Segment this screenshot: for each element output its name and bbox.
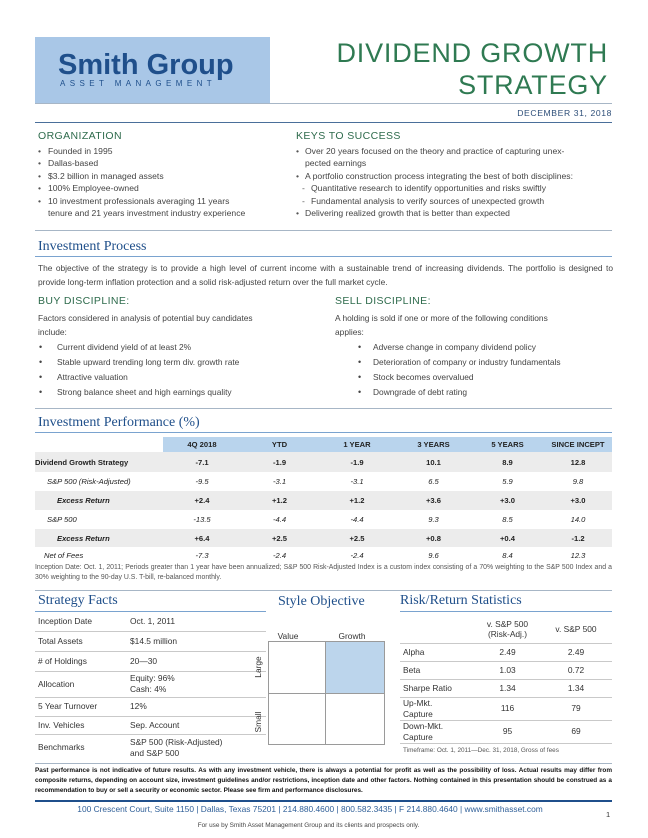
performance-value: -13.5 [193, 515, 211, 524]
performance-column-header: 5 YEARS [471, 437, 544, 452]
document-title-line-2: STRATEGY [458, 70, 608, 100]
logo-name: Smith Group [58, 49, 234, 81]
investment-process-heading: Investment Process [38, 239, 147, 254]
performance-column-header: 1 YEAR [318, 437, 396, 452]
organization-item: • $3.2 billion in managed assets [38, 170, 288, 182]
risk-label: Sharpe Ratio [400, 679, 475, 697]
facts-label: Inception Date [35, 613, 130, 631]
performance-value: +0.8 [396, 529, 471, 547]
style-box-small-value [268, 693, 326, 745]
performance-value: +2.4 [163, 491, 241, 510]
performance-value: 9.3 [428, 515, 439, 524]
buy-discipline-item: • Attractive valuation [38, 370, 308, 385]
performance-row-benchmark [35, 510, 612, 529]
performance-value: -3.1 [272, 477, 287, 486]
risk-value: 1.03 [475, 661, 540, 679]
facts-row [35, 613, 266, 631]
performance-value: +3.6 [396, 491, 471, 510]
footer-divider [35, 800, 612, 802]
facts-label: # of Holdings [35, 651, 130, 671]
risk-value: 95 [475, 720, 540, 743]
keys-list [296, 145, 612, 219]
organization-item: • 10 investment professionals averaging 11 years tenure and 21 years investment industry experience [38, 195, 288, 220]
risk-value: 2.49 [475, 643, 540, 661]
risk-value: 116 [475, 697, 540, 720]
organization-item: • Founded in 1995 [38, 145, 288, 157]
performance-footnote: Inception Date: Oct. 1, 2011; Periods greater than 1 year have been annualized; S&P 500 Risk-Adjusted Index is a custom index consisting of a 70% weighting to the S&P 500 Index and a 30% weighting to the 90-day U.S. T-bill, re-balanced monthly. [35, 564, 612, 581]
header-bottom-divider [35, 122, 612, 123]
facts-label: Benchmarks [38, 742, 85, 753]
organization-item: • Dallas-based [38, 157, 288, 169]
performance-table [35, 437, 612, 564]
sell-discipline-item: • Downgrade of debt rating [357, 385, 612, 400]
performance-column-header: 3 YEARS [396, 437, 471, 452]
style-column-label-value: Value [277, 631, 299, 641]
performance-header-blank [35, 437, 163, 452]
performance-value: -2.4 [350, 551, 364, 560]
performance-value: -7.3 [195, 551, 209, 560]
heading-underline [35, 432, 612, 433]
performance-value: -7.1 [163, 452, 241, 472]
heading-underline [35, 256, 612, 257]
facts-value: 20—30 [130, 651, 266, 671]
sell-discipline-item: • Adverse change in company dividend policy [357, 340, 612, 355]
performance-row-label: Excess Return [35, 491, 163, 510]
performance-value: 9.6 [428, 551, 439, 560]
risk-row [400, 720, 612, 743]
performance-header-row [35, 437, 612, 452]
performance-value: -3.1 [350, 477, 364, 486]
buy-discipline-intro: Factors considered in analysis of potential buy candidates include: [38, 313, 253, 337]
facts-label: Total Assets [35, 631, 130, 651]
keys-item: • A portfolio construction process integrating the best of both disciplines: [296, 170, 612, 182]
performance-value: +2.5 [318, 529, 396, 547]
performance-row-label: Dividend Growth Strategy [35, 452, 163, 472]
performance-value: -2.4 [272, 551, 287, 560]
report-date: DECEMBER 31, 2018 [517, 108, 612, 118]
facts-value: 12% [130, 697, 266, 716]
sell-discipline-intro: A holding is sold if one or more of the following conditions applies: [335, 313, 548, 337]
risk-row [400, 661, 612, 679]
heading-underline [400, 611, 612, 612]
strategy-facts-table [35, 613, 266, 761]
performance-value: 8.4 [502, 551, 513, 560]
facts-row [35, 734, 266, 761]
performance-column-header: 4Q 2018 [163, 437, 241, 452]
performance-value: -1.2 [544, 529, 612, 547]
performance-column-header: YTD [241, 437, 318, 452]
performance-row-label: Excess Return [35, 529, 163, 547]
risk-value: 0.72 [540, 661, 612, 679]
performance-value: -1.9 [318, 452, 396, 472]
performance-value: +3.0 [471, 491, 544, 510]
risk-label: Beta [400, 661, 475, 679]
performance-value: -4.4 [350, 515, 364, 524]
risk-row [400, 643, 612, 661]
sell-discipline-heading: SELL DISCIPLINE: [335, 295, 431, 307]
heading-underline [35, 611, 266, 612]
buy-discipline-item: • Current dividend yield of at least 2% [38, 340, 308, 355]
organization-item: • 100% Employee-owned [38, 182, 288, 194]
footer-notice: For use by Smith Asset Management Group and its clients and prospects only. [197, 822, 420, 829]
risk-label: Down-Mkt. Capture [400, 720, 475, 743]
performance-value: 8.5 [502, 515, 513, 524]
performance-value: -9.5 [195, 477, 209, 486]
performance-row-excess-return [35, 491, 612, 510]
buy-discipline-heading: BUY DISCIPLINE: [38, 295, 130, 307]
risk-return-heading: Risk/Return Statistics [400, 593, 522, 608]
style-objective-heading: Style Objective [278, 594, 365, 609]
risk-header-row [400, 616, 612, 643]
performance-value: -4.4 [272, 515, 287, 524]
page-number: 1 [606, 810, 611, 819]
risk-header-blank [400, 616, 475, 643]
section-divider [35, 408, 612, 409]
facts-row [35, 697, 266, 716]
buy-discipline-list [38, 340, 308, 400]
facts-value: Oct. 1, 2011 [130, 613, 266, 631]
section-divider [35, 763, 612, 764]
risk-column-header: v. S&P 500 [540, 616, 612, 643]
performance-row-label: S&P 500 (Risk-Adjusted) [47, 477, 131, 486]
risk-return-table [400, 616, 612, 744]
keys-sub-item: - Quantitative research to identify opportunities and risks swiftly [296, 182, 612, 194]
buy-discipline-item: • Strong balance sheet and high earnings quality [38, 385, 308, 400]
risk-value: 1.34 [540, 679, 612, 697]
performance-column-header: SINCE INCEPT [544, 437, 612, 452]
performance-value: 12.3 [570, 551, 586, 560]
risk-timeframe-note: Timeframe: Oct. 1, 2011—Dec. 31, 2018, Gross of fees [403, 747, 559, 754]
keys-sub-item: - Fundamental analysis to verify sources of unexpected growth [296, 195, 612, 207]
performance-row-label: Net of Fees [44, 551, 84, 560]
facts-value: S&P 500 (Risk-Adjusted) and S&P 500 [130, 736, 223, 758]
buy-discipline-item: • Stable upward trending long term div. growth rate [38, 355, 308, 370]
risk-value: 1.34 [475, 679, 540, 697]
style-box-small-growth [325, 693, 385, 745]
document-title-line-1: DIVIDEND GROWTH [336, 38, 608, 68]
performance-row-net-of-fees [35, 547, 612, 564]
risk-row [400, 697, 612, 720]
sell-discipline-item: • Stock becomes overvalued [357, 370, 612, 385]
keys-item: • Delivering realized growth that is better than expected [296, 207, 612, 219]
header-divider [35, 103, 612, 104]
style-row-label-small: Small [253, 711, 263, 733]
disclaimer: Past performance is not indicative of future results. As with any investment vehicle, there is always a potential for profit as well as the possibility of loss. Actual results may differ from composite returns, depending on account size, investment guidelines and/or restrictions, inception date and other factors. Nothing contained in this presentation should be construed as a recommendation to buy or sell a security or economic sector. Please see firm and performance disclosures. [35, 767, 612, 794]
risk-label: Alpha [400, 643, 475, 661]
style-row-label-large: Large [253, 656, 263, 678]
facts-row [35, 631, 266, 651]
performance-value: 8.9 [471, 452, 544, 472]
performance-heading: Investment Performance (%) [38, 415, 200, 430]
facts-value: $14.5 million [130, 631, 266, 651]
facts-label: Inv. Vehicles [35, 716, 130, 734]
investment-process-text: The objective of the strategy is to provide a high level of current income with a sustainable trend of increasing dividends. The portfolio is designed to provide long-term inflation protection and a solid risk-adjusted return over the full market cycle. [38, 263, 613, 287]
facts-value: Equity: 96% Cash: 4% [130, 671, 266, 697]
style-column-label-growth: Growth [338, 631, 366, 641]
risk-value: 2.49 [540, 643, 612, 661]
facts-label: Allocation [35, 671, 130, 697]
performance-value: 14.0 [570, 515, 586, 524]
section-divider [35, 230, 612, 231]
performance-row-label: S&P 500 [47, 515, 77, 524]
performance-value: +2.5 [241, 529, 318, 547]
risk-value: 79 [540, 697, 612, 720]
performance-value: +1.2 [241, 491, 318, 510]
style-box-large-value [268, 641, 326, 694]
performance-row-strategy [35, 452, 612, 472]
performance-value: +3.0 [544, 491, 612, 510]
logo-tagline: ASSET MANAGEMENT [60, 79, 217, 88]
risk-column-header: v. S&P 500 (Risk-Adj.) [475, 616, 540, 643]
performance-row-excess-return [35, 529, 612, 547]
sell-discipline-list [357, 340, 612, 400]
performance-value: 12.8 [544, 452, 612, 472]
performance-value: -1.9 [241, 452, 318, 472]
risk-label: Up-Mkt. Capture [400, 697, 475, 720]
logo [35, 37, 270, 103]
keys-item: • Over 20 years focused on the theory and practice of capturing unex- pected earnings [296, 145, 612, 170]
performance-value: 5.9 [502, 477, 513, 486]
risk-row [400, 679, 612, 697]
performance-row-benchmark-risk-adjusted [35, 472, 612, 491]
facts-row [35, 716, 266, 734]
facts-row [35, 651, 266, 671]
facts-value: Sep. Account [130, 716, 266, 734]
performance-value: 6.5 [428, 477, 439, 486]
footer-address: 100 Crescent Court, Suite 1150 | Dallas, Texas 75201 | 214.880.4600 | 800.582.3435 | F 214.880.4640 | www.smithasset.com [77, 804, 543, 814]
section-divider [35, 590, 612, 591]
keys-heading: KEYS TO SUCCESS [296, 130, 401, 142]
performance-value: +0.4 [471, 529, 544, 547]
risk-value: 69 [540, 720, 612, 743]
sell-discipline-item: • Deterioration of company or industry fundamentals [357, 355, 612, 370]
performance-value: +6.4 [163, 529, 241, 547]
performance-value: +1.2 [318, 491, 396, 510]
strategy-facts-heading: Strategy Facts [38, 593, 118, 608]
organization-list [38, 145, 288, 219]
facts-label: 5 Year Turnover [35, 697, 130, 716]
performance-value: 10.1 [396, 452, 471, 472]
facts-row [35, 671, 266, 697]
style-box-large-growth [325, 641, 385, 694]
organization-heading: ORGANIZATION [38, 130, 122, 142]
performance-value: 9.8 [572, 477, 584, 486]
